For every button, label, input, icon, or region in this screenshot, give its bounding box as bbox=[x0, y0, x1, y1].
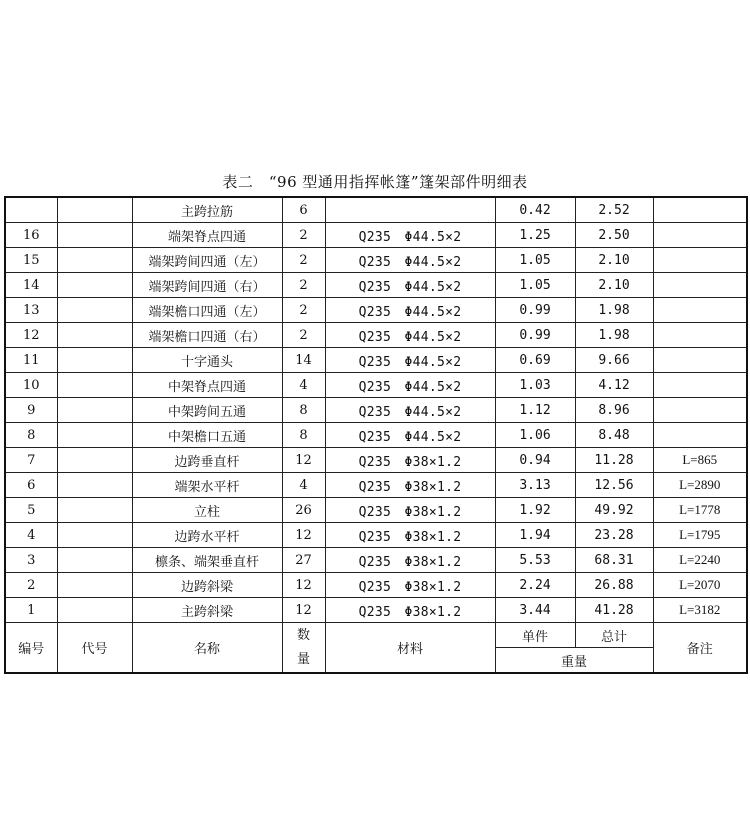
cell-unit-weight: 0.99 bbox=[495, 298, 575, 323]
cell-name: 十字通头 bbox=[132, 348, 282, 373]
cell-name: 立柱 bbox=[132, 498, 282, 523]
cell-code bbox=[57, 248, 132, 273]
cell-no: 4 bbox=[5, 523, 57, 548]
table-header bbox=[5, 623, 747, 674]
cell-code bbox=[57, 298, 132, 323]
cell-code bbox=[57, 423, 132, 448]
cell-total-weight: 9.66 bbox=[575, 348, 653, 373]
cell-no: 5 bbox=[5, 498, 57, 523]
table-row bbox=[5, 398, 747, 423]
cell-material: Q235 Φ38×1.2 bbox=[325, 448, 495, 473]
cell-code bbox=[57, 398, 132, 423]
cell-note bbox=[653, 197, 747, 223]
cell-note bbox=[653, 373, 747, 398]
cell-no: 15 bbox=[5, 248, 57, 273]
cell-material: Q235 Φ38×1.2 bbox=[325, 598, 495, 623]
header-name: 名称 bbox=[132, 623, 282, 674]
cell-code bbox=[57, 223, 132, 248]
cell-total-weight: 12.56 bbox=[575, 473, 653, 498]
header-qty-bottom: 量 bbox=[296, 651, 310, 667]
cell-name: 端架檐口四通（右） bbox=[132, 323, 282, 348]
cell-unit-weight: 0.94 bbox=[495, 448, 575, 473]
header-qty-top: 数 bbox=[296, 627, 310, 643]
cell-name: 边跨斜梁 bbox=[132, 573, 282, 598]
cell-qty: 12 bbox=[282, 598, 325, 623]
cell-note: L=1795 bbox=[653, 523, 747, 548]
cell-name: 檩条、端架垂直杆 bbox=[132, 548, 282, 573]
header-material: 材料 bbox=[325, 623, 495, 674]
cell-material bbox=[325, 197, 495, 223]
cell-qty: 12 bbox=[282, 448, 325, 473]
cell-no: 1 bbox=[5, 598, 57, 623]
cell-unit-weight: 5.53 bbox=[495, 548, 575, 573]
cell-no: 11 bbox=[5, 348, 57, 373]
cell-material: Q235 Φ38×1.2 bbox=[325, 523, 495, 548]
table-row bbox=[5, 373, 747, 398]
cell-name: 端架跨间四通（左） bbox=[132, 248, 282, 273]
table-title: 表二 “96 型通用指挥帐篷”篷架部件明细表 bbox=[222, 173, 528, 191]
cell-no: 6 bbox=[5, 473, 57, 498]
cell-total-weight: 8.96 bbox=[575, 398, 653, 423]
header-code: 代号 bbox=[57, 623, 132, 674]
cell-note bbox=[653, 273, 747, 298]
cell-unit-weight: 1.05 bbox=[495, 273, 575, 298]
table-row bbox=[5, 548, 747, 573]
cell-name: 端架跨间四通（右） bbox=[132, 273, 282, 298]
cell-total-weight: 49.92 bbox=[575, 498, 653, 523]
cell-no: 10 bbox=[5, 373, 57, 398]
cell-name: 中架檐口五通 bbox=[132, 423, 282, 448]
header-qty bbox=[282, 623, 325, 674]
header-row-top bbox=[5, 623, 747, 648]
cell-no: 9 bbox=[5, 398, 57, 423]
cell-material: Q235 Φ44.5×2 bbox=[325, 348, 495, 373]
cell-unit-weight: 1.94 bbox=[495, 523, 575, 548]
cell-unit-weight: 3.44 bbox=[495, 598, 575, 623]
cell-code bbox=[57, 498, 132, 523]
cell-unit-weight: 2.24 bbox=[495, 573, 575, 598]
cell-qty: 8 bbox=[282, 423, 325, 448]
cell-qty: 27 bbox=[282, 548, 325, 573]
cell-code bbox=[57, 548, 132, 573]
cell-code bbox=[57, 523, 132, 548]
cell-material: Q235 Φ44.5×2 bbox=[325, 373, 495, 398]
cell-name: 中架跨间五通 bbox=[132, 398, 282, 423]
cell-code bbox=[57, 573, 132, 598]
cell-total-weight: 68.31 bbox=[575, 548, 653, 573]
cell-no: 16 bbox=[5, 223, 57, 248]
table-row bbox=[5, 348, 747, 373]
cell-no: 14 bbox=[5, 273, 57, 298]
parts-table bbox=[4, 196, 748, 674]
header-weight: 重量 bbox=[495, 648, 653, 674]
cell-qty: 2 bbox=[282, 248, 325, 273]
cell-material: Q235 Φ44.5×2 bbox=[325, 398, 495, 423]
table-row bbox=[5, 273, 747, 298]
cell-note bbox=[653, 423, 747, 448]
table-row bbox=[5, 523, 747, 548]
table-row bbox=[5, 448, 747, 473]
cell-total-weight: 2.10 bbox=[575, 248, 653, 273]
cell-no: 8 bbox=[5, 423, 57, 448]
table-row bbox=[5, 223, 747, 248]
cell-note: L=2890 bbox=[653, 473, 747, 498]
cell-total-weight: 11.28 bbox=[575, 448, 653, 473]
cell-material: Q235 Φ44.5×2 bbox=[325, 423, 495, 448]
cell-total-weight: 26.88 bbox=[575, 573, 653, 598]
cell-note: L=2240 bbox=[653, 548, 747, 573]
cell-name: 端架脊点四通 bbox=[132, 223, 282, 248]
cell-material: Q235 Φ44.5×2 bbox=[325, 248, 495, 273]
cell-total-weight: 4.12 bbox=[575, 373, 653, 398]
cell-unit-weight: 3.13 bbox=[495, 473, 575, 498]
cell-qty: 12 bbox=[282, 523, 325, 548]
cell-unit-weight: 0.42 bbox=[495, 197, 575, 223]
cell-code bbox=[57, 273, 132, 298]
header-no: 编号 bbox=[5, 623, 57, 674]
cell-note: L=2070 bbox=[653, 573, 747, 598]
cell-name: 边跨垂直杆 bbox=[132, 448, 282, 473]
cell-material: Q235 Φ38×1.2 bbox=[325, 473, 495, 498]
cell-note bbox=[653, 223, 747, 248]
cell-code bbox=[57, 323, 132, 348]
cell-name: 中架脊点四通 bbox=[132, 373, 282, 398]
cell-no: 3 bbox=[5, 548, 57, 573]
table-row bbox=[5, 197, 747, 223]
cell-material: Q235 Φ44.5×2 bbox=[325, 273, 495, 298]
cell-unit-weight: 0.99 bbox=[495, 323, 575, 348]
cell-unit-weight: 1.06 bbox=[495, 423, 575, 448]
cell-material: Q235 Φ44.5×2 bbox=[325, 298, 495, 323]
cell-no: 13 bbox=[5, 298, 57, 323]
cell-code bbox=[57, 598, 132, 623]
cell-material: Q235 Φ38×1.2 bbox=[325, 548, 495, 573]
cell-total-weight: 8.48 bbox=[575, 423, 653, 448]
cell-qty: 14 bbox=[282, 348, 325, 373]
header-total: 总计 bbox=[575, 623, 653, 648]
cell-code bbox=[57, 348, 132, 373]
cell-name: 端架水平杆 bbox=[132, 473, 282, 498]
cell-material: Q235 Φ44.5×2 bbox=[325, 323, 495, 348]
cell-qty: 2 bbox=[282, 323, 325, 348]
cell-code bbox=[57, 373, 132, 398]
header-unit: 单件 bbox=[495, 623, 575, 648]
cell-total-weight: 41.28 bbox=[575, 598, 653, 623]
cell-note bbox=[653, 323, 747, 348]
cell-material: Q235 Φ38×1.2 bbox=[325, 573, 495, 598]
cell-unit-weight: 1.12 bbox=[495, 398, 575, 423]
table-row bbox=[5, 323, 747, 348]
cell-unit-weight: 0.69 bbox=[495, 348, 575, 373]
table-row bbox=[5, 573, 747, 598]
cell-qty: 6 bbox=[282, 197, 325, 223]
cell-qty: 26 bbox=[282, 498, 325, 523]
cell-code bbox=[57, 197, 132, 223]
cell-note bbox=[653, 398, 747, 423]
table-row bbox=[5, 473, 747, 498]
table-row bbox=[5, 248, 747, 273]
cell-material: Q235 Φ44.5×2 bbox=[325, 223, 495, 248]
cell-qty: 8 bbox=[282, 398, 325, 423]
cell-no: 7 bbox=[5, 448, 57, 473]
cell-note: L=3182 bbox=[653, 598, 747, 623]
cell-note: L=865 bbox=[653, 448, 747, 473]
cell-total-weight: 2.52 bbox=[575, 197, 653, 223]
table-row bbox=[5, 498, 747, 523]
cell-name: 主跨斜梁 bbox=[132, 598, 282, 623]
cell-unit-weight: 1.05 bbox=[495, 248, 575, 273]
cell-note bbox=[653, 298, 747, 323]
table-row bbox=[5, 298, 747, 323]
table-row bbox=[5, 423, 747, 448]
cell-no: 2 bbox=[5, 573, 57, 598]
cell-unit-weight: 1.03 bbox=[495, 373, 575, 398]
cell-unit-weight: 1.25 bbox=[495, 223, 575, 248]
cell-qty: 2 bbox=[282, 273, 325, 298]
cell-note bbox=[653, 348, 747, 373]
table-row bbox=[5, 598, 747, 623]
cell-no bbox=[5, 197, 57, 223]
cell-total-weight: 1.98 bbox=[575, 323, 653, 348]
cell-name: 端架檐口四通（左） bbox=[132, 298, 282, 323]
cell-qty: 12 bbox=[282, 573, 325, 598]
cell-qty: 4 bbox=[282, 473, 325, 498]
cell-qty: 2 bbox=[282, 298, 325, 323]
cell-name: 主跨拉筋 bbox=[132, 197, 282, 223]
cell-total-weight: 2.50 bbox=[575, 223, 653, 248]
cell-no: 12 bbox=[5, 323, 57, 348]
cell-qty: 2 bbox=[282, 223, 325, 248]
cell-code bbox=[57, 473, 132, 498]
cell-total-weight: 1.98 bbox=[575, 298, 653, 323]
header-note: 备注 bbox=[653, 623, 747, 674]
cell-note: L=1778 bbox=[653, 498, 747, 523]
table-body bbox=[5, 197, 747, 623]
cell-unit-weight: 1.92 bbox=[495, 498, 575, 523]
cell-material: Q235 Φ38×1.2 bbox=[325, 498, 495, 523]
cell-qty: 4 bbox=[282, 373, 325, 398]
cell-code bbox=[57, 448, 132, 473]
cell-total-weight: 23.28 bbox=[575, 523, 653, 548]
cell-total-weight: 2.10 bbox=[575, 273, 653, 298]
cell-name: 边跨水平杆 bbox=[132, 523, 282, 548]
cell-note bbox=[653, 248, 747, 273]
